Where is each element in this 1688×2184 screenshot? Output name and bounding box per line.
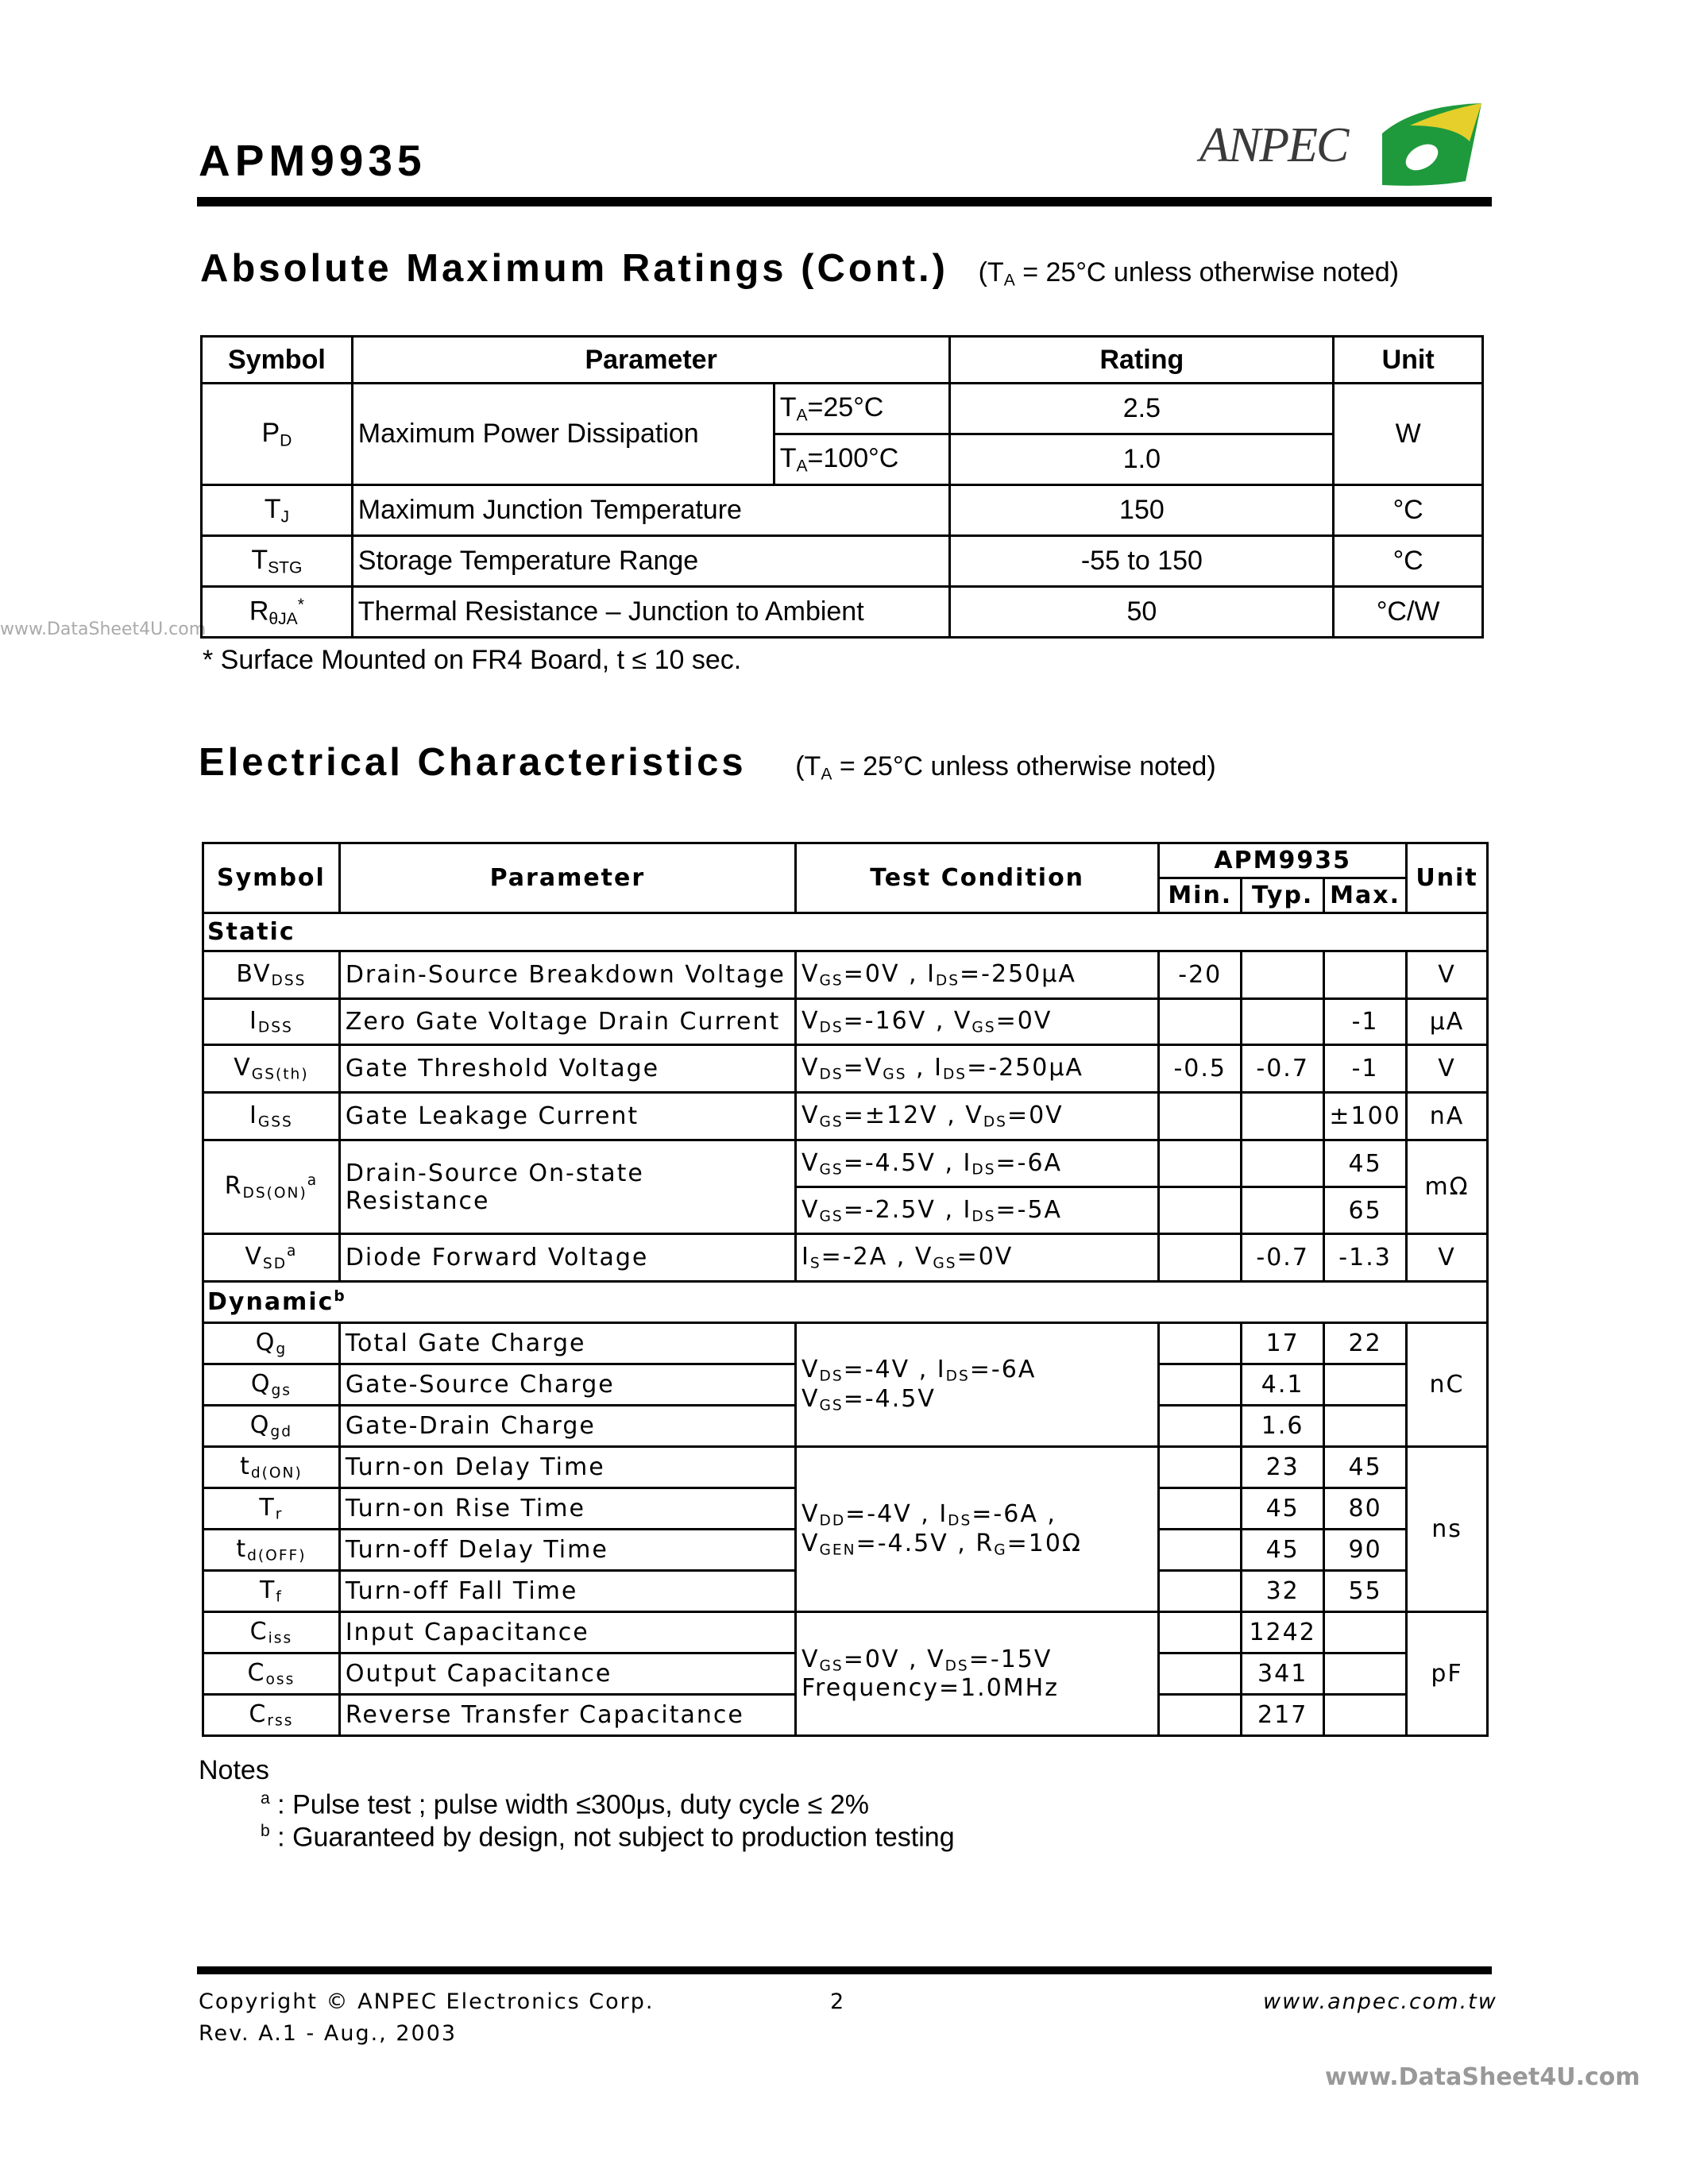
coss-max (1324, 1653, 1407, 1695)
idss-max: -1 (1324, 999, 1407, 1045)
vgsth-typ: -0.7 (1242, 1045, 1324, 1093)
tf-symbol: $T_f$ (203, 1571, 340, 1612)
elec-title (199, 740, 1216, 785)
tf-typ: 32 (1242, 1571, 1324, 1612)
idss-symbol: $I_{DSS}$ (203, 999, 340, 1045)
static-label: Static (203, 913, 1488, 951)
watermark-bottom: www.DataSheet4U.com (1325, 2063, 1640, 2091)
table-row (202, 384, 1483, 434)
table-row (203, 1323, 1488, 1364)
header-rating: Rating (950, 337, 1334, 384)
table-row (203, 1234, 1488, 1282)
dynamic-label: Dynamic$^b$ (203, 1282, 1488, 1323)
rdson-max-b: 65 (1324, 1187, 1407, 1234)
rdson-parameter: Drain-Source On-state Resistance (339, 1140, 795, 1234)
crss-symbol: $C_{rss}$ (203, 1695, 340, 1736)
header-rule (197, 197, 1492, 206)
bvdss-symbol: $BV_{DSS}$ (203, 951, 340, 999)
ciss-typ: 1242 (1242, 1612, 1324, 1653)
pd-cond-25: $T_A=25^\circ C$ (774, 384, 950, 434)
anpec-logo (1199, 102, 1481, 189)
rdson-symbol: $R_{DS(ON)}^a$ (203, 1140, 340, 1234)
coss-min (1159, 1653, 1242, 1695)
ciss-symbol: $C_{iss}$ (203, 1612, 340, 1653)
tdoff-max: 90 (1324, 1530, 1407, 1571)
tr-max: 80 (1324, 1488, 1407, 1530)
vgsth-min: -0.5 (1159, 1045, 1242, 1093)
tdoff-symbol: $t_{d(OFF)}$ (203, 1530, 340, 1571)
rdson-max-a: 45 (1324, 1140, 1407, 1187)
table-row (203, 999, 1488, 1045)
tstg-parameter: Storage Temperature Range (352, 536, 950, 587)
abs-max-condition: ($T_A = 25^\circ C$ unless otherwise noted) (978, 257, 1400, 290)
logo-text: ANPEC (1199, 118, 1348, 172)
table-row (203, 1612, 1488, 1653)
vsd-max: -1.3 (1324, 1234, 1407, 1282)
pd-symbol: $P_D$ (202, 384, 353, 485)
vsd-unit: V (1407, 1234, 1488, 1282)
igss-min (1159, 1093, 1242, 1140)
switching-unit: ns (1407, 1447, 1488, 1612)
notes-title: Notes (199, 1755, 269, 1785)
bvdss-parameter: Drain-Source Breakdown Voltage (339, 951, 795, 999)
vsd-condition: $I_S=-2A$ , $V_{GS}=0V$ (795, 1234, 1158, 1282)
crss-parameter: Reverse Transfer Capacitance (339, 1695, 795, 1736)
bvdss-unit: V (1407, 951, 1488, 999)
qg-parameter: Total Gate Charge (339, 1323, 795, 1364)
vsd-typ: -0.7 (1242, 1234, 1324, 1282)
capacitance-condition: $V_{GS}=0V$ , $V_{DS}=-15V$ Frequency=1.0MHz (795, 1612, 1158, 1736)
coss-typ: 341 (1242, 1653, 1324, 1695)
rdson-min-b (1159, 1187, 1242, 1234)
section-dynamic (203, 1282, 1488, 1323)
footer-website[interactable]: www.anpec.com.tw (1263, 1989, 1497, 2014)
footer-copyright: Copyright © ANPEC Electronics Corp. (199, 1989, 655, 2014)
vgsth-parameter: Gate Threshold Voltage (339, 1045, 795, 1093)
idss-condition: $V_{DS}=-16V$ , $V_{GS}=0V$ (795, 999, 1158, 1045)
hdr-test-condition: Test Condition (795, 843, 1158, 913)
note-a: $^a$ : Pulse test ; pulse width ≤300μs, duty cycle ≤ 2% (261, 1789, 869, 1820)
footer-page-number: 2 (830, 1989, 846, 2014)
igss-symbol: $I_{GSS}$ (203, 1093, 340, 1140)
qgs-typ: 4.1 (1242, 1364, 1324, 1406)
tr-typ: 45 (1242, 1488, 1324, 1530)
rth-symbol: $R_{\theta JA}^*$ (202, 587, 353, 638)
charge-condition: $V_{DS}=-4V$ , $I_{DS}=-6A$ $V_{GS}=-4.5V$ (795, 1323, 1158, 1447)
hdr-min: Min. (1159, 878, 1242, 913)
tr-parameter: Turn-on Rise Time (339, 1488, 795, 1530)
table-row (202, 536, 1483, 587)
igss-unit: nA (1407, 1093, 1488, 1140)
bvdss-typ (1242, 951, 1324, 999)
bvdss-max (1324, 951, 1407, 999)
qgs-symbol: $Q_{gs}$ (203, 1364, 340, 1406)
qgd-min (1159, 1406, 1242, 1447)
hdr-symbol: Symbol (203, 843, 340, 913)
table-row (203, 1045, 1488, 1093)
header-unit: Unit (1334, 337, 1483, 384)
tdoff-parameter: Turn-off Delay Time (339, 1530, 795, 1571)
rdson-typ-a (1242, 1140, 1324, 1187)
rth-unit: °C/W (1334, 587, 1483, 638)
elec-condition: ($T_A = 25^\circ C$ unless otherwise noted) (795, 751, 1216, 784)
hdr-max: Max. (1324, 878, 1407, 913)
table-row (203, 1447, 1488, 1488)
vgsth-condition: $V_{DS}=V_{GS}$ , $I_{DS}=-250\mu A$ (795, 1045, 1158, 1093)
tj-rating: 150 (950, 485, 1334, 536)
ciss-max (1324, 1612, 1407, 1653)
tdon-typ: 23 (1242, 1447, 1324, 1488)
tf-min (1159, 1571, 1242, 1612)
pd-rating-100: 1.0 (950, 434, 1334, 485)
tstg-symbol: $T_{STG}$ (202, 536, 353, 587)
hdr-unit: Unit (1407, 843, 1488, 913)
bvdss-min: -20 (1159, 951, 1242, 999)
igss-condition: $V_{GS}=\pm 12V$ , $V_{DS}=0V$ (795, 1093, 1158, 1140)
hdr-apm9935: APM9935 (1159, 843, 1407, 878)
charge-unit: nC (1407, 1323, 1488, 1447)
pd-unit: W (1334, 384, 1483, 485)
tr-min (1159, 1488, 1242, 1530)
qgs-max (1324, 1364, 1407, 1406)
tdon-max: 45 (1324, 1447, 1407, 1488)
igss-typ (1242, 1093, 1324, 1140)
section-static (203, 913, 1488, 951)
tdon-min (1159, 1447, 1242, 1488)
elec-table (202, 842, 1489, 1737)
bvdss-condition: $V_{GS}=0V$ , $I_{DS}=-250\mu A$ (795, 951, 1158, 999)
table-row (202, 587, 1483, 638)
tdon-symbol: $t_{d(ON)}$ (203, 1447, 340, 1488)
abs-max-title-text: Absolute Maximum Ratings (Cont.) (200, 247, 948, 290)
qgd-symbol: $Q_{gd}$ (203, 1406, 340, 1447)
footer-revision: Rev. A.1 - Aug., 2003 (199, 2021, 458, 2046)
vgsth-max: -1 (1324, 1045, 1407, 1093)
qg-typ: 17 (1242, 1323, 1324, 1364)
table-row (203, 1093, 1488, 1140)
qgd-typ: 1.6 (1242, 1406, 1324, 1447)
qg-max: 22 (1324, 1323, 1407, 1364)
header-symbol: Symbol (202, 337, 353, 384)
watermark-left: www.DataSheet4U.com (0, 619, 207, 639)
vgsth-unit: V (1407, 1045, 1488, 1093)
rdson-typ-b (1242, 1187, 1324, 1234)
tdoff-typ: 45 (1242, 1530, 1324, 1571)
abs-max-table (200, 335, 1484, 639)
idss-typ (1242, 999, 1324, 1045)
rdson-condition-b: $V_{GS}=-2.5V$ , $I_{DS}=-5A$ (795, 1187, 1158, 1234)
tf-max: 55 (1324, 1571, 1407, 1612)
tj-unit: °C (1334, 485, 1483, 536)
tj-symbol: $T_J$ (202, 485, 353, 536)
abs-max-header-row (202, 337, 1483, 384)
abs-max-title (200, 246, 1399, 291)
rdson-unit: mΩ (1407, 1140, 1488, 1234)
hdr-typ: Typ. (1242, 878, 1324, 913)
ciss-parameter: Input Capacitance (339, 1612, 795, 1653)
idss-min (1159, 999, 1242, 1045)
rdson-condition-a: $V_{GS}=-4.5V$ , $I_{DS}=-6A$ (795, 1140, 1158, 1187)
rth-rating: 50 (950, 587, 1334, 638)
crss-max (1324, 1695, 1407, 1736)
pd-rating-25: 2.5 (950, 384, 1334, 434)
header-parameter: Parameter (352, 337, 950, 384)
rdson-min-a (1159, 1140, 1242, 1187)
tdoff-min (1159, 1530, 1242, 1571)
qgs-parameter: Gate-Source Charge (339, 1364, 795, 1406)
igss-parameter: Gate Leakage Current (339, 1093, 795, 1140)
tstg-rating: -55 to 150 (950, 536, 1334, 587)
abs-max-footnote: * Surface Mounted on FR4 Board, t ≤ 10 sec. (203, 645, 742, 675)
tdon-parameter: Turn-on Delay Time (339, 1447, 795, 1488)
vgsth-symbol: $V_{GS(th)}$ (203, 1045, 340, 1093)
tr-symbol: $T_r$ (203, 1488, 340, 1530)
qgd-max (1324, 1406, 1407, 1447)
pd-cond-100: $T_A=100^\circ C$ (774, 434, 950, 485)
idss-parameter: Zero Gate Voltage Drain Current (339, 999, 795, 1045)
elec-title-text: Electrical Characteristics (199, 741, 747, 784)
tf-parameter: Turn-off Fall Time (339, 1571, 795, 1612)
idss-unit: μA (1407, 999, 1488, 1045)
coss-symbol: $C_{oss}$ (203, 1653, 340, 1695)
capacitance-unit: pF (1407, 1612, 1488, 1736)
vsd-symbol: $V_{SD}^a$ (203, 1234, 340, 1282)
pd-parameter: Maximum Power Dissipation (352, 384, 774, 485)
tj-parameter: Maximum Junction Temperature (352, 485, 950, 536)
igss-max: ±100 (1324, 1093, 1407, 1140)
ciss-min (1159, 1612, 1242, 1653)
note-b: $^b$ : Guaranteed by design, not subject to production testing (261, 1822, 955, 1853)
elec-header-row (203, 843, 1488, 878)
tstg-unit: °C (1334, 536, 1483, 587)
logo-leaf-icon (1366, 102, 1485, 189)
table-row (203, 951, 1488, 999)
crss-min (1159, 1695, 1242, 1736)
rth-parameter: Thermal Resistance – Junction to Ambient (352, 587, 950, 638)
hdr-parameter: Parameter (339, 843, 795, 913)
crss-typ: 217 (1242, 1695, 1324, 1736)
footer-rule (197, 1966, 1492, 1974)
table-row (203, 1140, 1488, 1187)
qgd-parameter: Gate-Drain Charge (339, 1406, 795, 1447)
qg-symbol: $Q_g$ (203, 1323, 340, 1364)
switching-condition: $V_{DD}=-4V$ , $I_{DS}=-6A$ , $V_{GEN}=-4.5V$ , $R_G=10\Omega$ (795, 1447, 1158, 1612)
part-number: APM9935 (199, 136, 427, 185)
coss-parameter: Output Capacitance (339, 1653, 795, 1695)
table-row (202, 485, 1483, 536)
qgs-min (1159, 1364, 1242, 1406)
vsd-parameter: Diode Forward Voltage (339, 1234, 795, 1282)
qg-min (1159, 1323, 1242, 1364)
vsd-min (1159, 1234, 1242, 1282)
